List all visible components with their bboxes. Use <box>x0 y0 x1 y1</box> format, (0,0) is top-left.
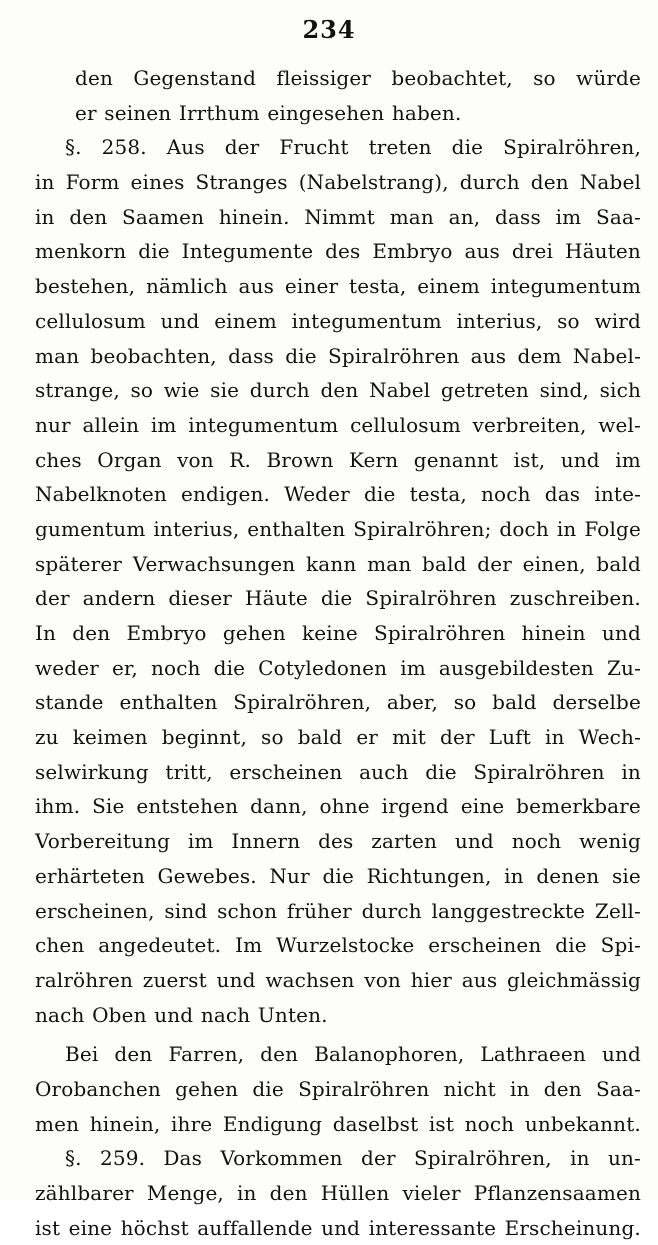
text-line: ches Organ von R. Brown Kern genannt ist, und im <box>35 447 641 472</box>
text-line: ihm. Sie entstehen dann, ohne irgend eine bemerkbare <box>35 794 641 819</box>
text-line: zu keimen beginnt, so bald er mit der Luft in Wech- <box>35 725 641 750</box>
text-line: den Gegenstand fleissiger beobachtet, so würde <box>75 66 641 90</box>
text-line: in Form eines Stranges (Nabelstrang), durch den Nabel <box>35 170 641 195</box>
text-line: man beobachten, dass die Spiralröhren aus dem Nabel- <box>35 343 641 368</box>
text-line: Nabelknoten endigen. Weder die testa, noch das inte- <box>35 482 641 507</box>
text-line: erhärteten Gewebes. Nur die Richtungen, in denen sie <box>35 863 641 888</box>
text-line: chen angedeutet. Im Wurzelstocke erscheinen die Spi- <box>35 933 641 958</box>
text-line: §. 259. Das Vorkommen der Spiralröhren, in un- <box>65 1146 641 1171</box>
text-line: stande enthalten Spiralröhren, aber, so bald derselbe <box>35 690 641 715</box>
page-number: 234 <box>302 15 356 44</box>
text-line: ist eine höchst auffallende und interessante Erscheinung. <box>35 1215 641 1240</box>
text-line: späterer Verwachsungen kann man bald der einen, bald <box>35 551 641 576</box>
page-text <box>35 61 641 1245</box>
text-line: strange, so wie sie durch den Nabel getreten sind, sich <box>35 378 641 403</box>
text-line: erscheinen, sind schon früher durch langgestreckte Zell- <box>35 898 641 923</box>
text-line: cellulosum und einem integumentum interius, so wird <box>35 308 641 333</box>
text-line: §. 258. Aus der Frucht treten die Spiralröhren, <box>65 135 641 160</box>
text-line: Vorbereitung im Innern des zarten und noch wenig <box>35 829 641 854</box>
text-line: Bei den Farren, den Balanophoren, Lathraeen und <box>65 1042 641 1067</box>
text-line: menkorn die Integumente des Embryo aus drei Häuten <box>35 239 641 264</box>
text-line: weder er, noch die Cotyledonen im ausgebildesten Zu- <box>35 655 641 680</box>
text-line: selwirkung tritt, erscheinen auch die Spiralröhren in <box>35 759 641 784</box>
text-line: gumentum interius, enthalten Spiralröhren; doch in Folge <box>35 516 641 541</box>
text-line: nur allein im integumentum cellulosum verbreiten, wel- <box>35 412 641 437</box>
text-line: men hinein, ihre Endigung daselbst ist noch unbekannt. <box>35 1111 641 1136</box>
text-line: nach Oben und nach Unten. <box>35 1002 328 1027</box>
text-line: In den Embryo gehen keine Spiralröhren hinein und <box>35 621 641 645</box>
text-line: in den Saamen hinein. Nimmt man an, dass im Saa- <box>35 204 641 229</box>
text-line: ralröhren zuerst und wachsen von hier aus gleichmässig <box>35 967 641 992</box>
text-line: bestehen, nämlich aus einer testa, einem integumentum <box>35 274 641 299</box>
text-line: er seinen Irrthum eingesehen haben. <box>75 100 462 125</box>
text-line: der andern dieser Häute die Spiralröhren zuschreiben. <box>35 586 641 611</box>
text-line: zählbarer Menge, in den Hüllen vieler Pflanzensaamen <box>35 1181 641 1205</box>
text-line: Orobanchen gehen die Spiralröhren nicht in den Saa- <box>35 1076 641 1101</box>
